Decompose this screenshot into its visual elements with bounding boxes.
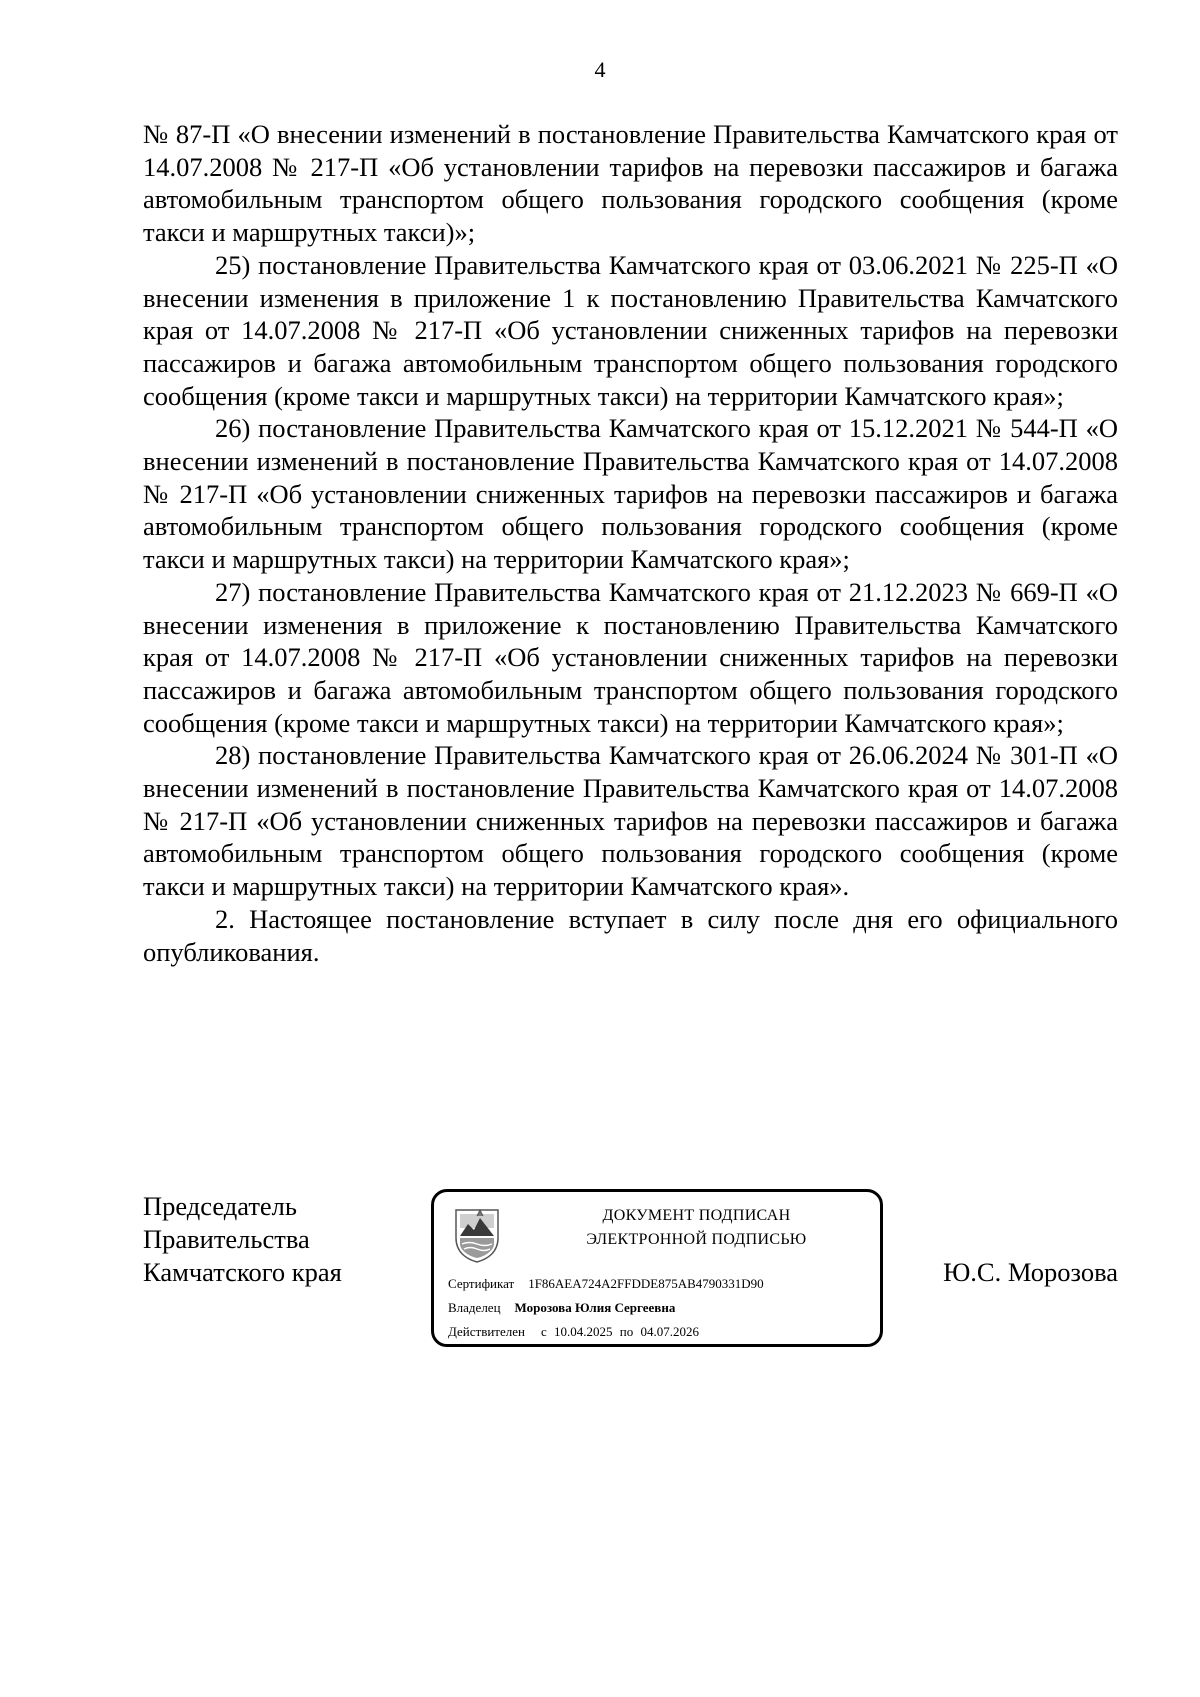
valid-to-date: 04.07.2026 [640,1324,699,1339]
signatory-position-line: Камчатского края [143,1257,342,1287]
validity-label: Действителен [448,1324,525,1339]
valid-to-prefix: по [619,1324,634,1339]
validity-row [448,1323,701,1341]
kamchatka-coat-of-arms-icon [452,1206,502,1264]
paragraph-item-26: 26) постановление Правительства Камчатского края от 15.12.2021 № 544-П «О внесении изменений в постановление Правительства Камчатского края от 14.07.2008 № 217-П «Об установлении сниженных тарифов на перевозки пассажиров и багажа автомобильным транспортом общего пользования городского сообщения (кроме такси и маршрутных такси) на территории Камчатского края»; [143,413,1118,575]
certificate-label: Сертификат [448,1276,515,1291]
signatory-position-line: Председатель [143,1191,297,1221]
signatory-position-line: Правительства [143,1224,310,1254]
signatory-name: Ю.С. Морозова [943,1257,1118,1287]
valid-from-prefix: с [540,1324,547,1339]
paragraph-item-27: 27) постановление Правительства Камчатского края от 21.12.2023 № 669-П «О внесении изменения в приложение к постановлению Правительства Камчатского края от 14.07.2008 № 217-П «Об установлении сниженных тарифов на перевозки пассажиров и багажа автомобильным транспортом общего пользования городского сообщения (кроме такси и маршрутных такси) на территории Камчатского края»; [143,576,1118,738]
owner-value: Морозова Юлия Сергеевна [514,1300,676,1315]
owner-label: Владелец [448,1300,501,1315]
owner-row [448,1299,675,1317]
valid-from-date: 10.04.2025 [554,1324,613,1339]
page-number: 4 [594,57,606,82]
paragraph-item-25: 25) постановление Правительства Камчатского края от 03.06.2021 № 225-П «О внесении изменения в приложение 1 к постановлению Правительства Камчатского края от 14.07.2008 № 217-П «Об установлении сниженных тарифов на перевозки пассажиров и багажа автомобильным транспортом общего пользования городского сообщения (кроме такси и маршрутных такси) на территории Камчатского края»; [143,249,1118,411]
paragraph-24-continuation: № 87-П «О внесении изменений в постановление Правительства Камчатского края от 14.07.2008 № 217-П «Об установлении тарифов на перевозки пассажиров и багажа автомобильным транспортом общего пользования городского сообщения (кроме такси и маршрутных такси)»; [143,119,1118,248]
validity-period [539,1323,701,1341]
paragraph-item-28: 28) постановление Правительства Камчатского края от 26.06.2024 № 301-П «О внесении изменений в постановление Правительства Камчатского края от 14.07.2008 № 217-П «Об установлении сниженных тарифов на перевозки пассажиров и багажа автомобильным транспортом общего пользования городского сообщения (кроме такси и маршрутных такси) на территории Камчатского края». [143,740,1118,902]
document-body [143,118,1118,968]
stamp-title-line: ДОКУМЕНТ ПОДПИСАН [602,1207,791,1224]
signatory-position [143,1190,342,1289]
stamp-title-line: ЭЛЕКТРОННОЙ ПОДПИСЬЮ [586,1231,807,1248]
certificate-row [448,1275,764,1293]
stamp-title [529,1204,864,1252]
certificate-value: 1F86AEA724A2FFDDE875AB4790331D90 [528,1276,764,1291]
paragraph-clause-2: 2. Настоящее постановление вступает в силу после дня его официального опубликования. [143,903,1118,967]
electronic-signature-stamp [431,1189,883,1347]
